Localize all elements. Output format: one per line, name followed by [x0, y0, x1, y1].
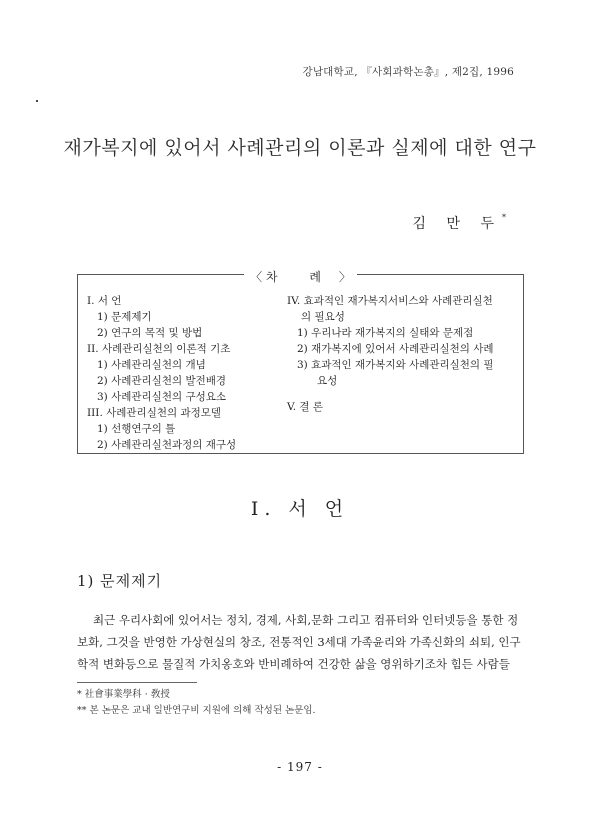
toc-item: 3) 효과적인 재가복지와 사례관리실천의 필 — [297, 359, 494, 371]
section-heading: I. 서 언 — [250, 498, 350, 520]
toc-item: 1) 사례관리실천의 개념 — [97, 359, 206, 371]
journal-reference: 강남대학교, 『사회과학논총』, 제2집, 1996 — [302, 66, 514, 78]
body-line: 최근 우리사회에 있어서는 정치, 경제, 사회,문화 그리고 컴퓨터와 인터넷등을 통한 정 — [93, 613, 519, 627]
toc-item: III. 사례관리실천의 과정모델 — [87, 407, 222, 419]
toc-item: 2) 사례관리실천과정의 재구성 — [97, 439, 237, 451]
author-text: 김 만 두 — [412, 216, 502, 232]
toc-item: 2) 사례관리실천의 발전배경 — [97, 375, 227, 387]
page-number: - 197 - — [277, 760, 323, 774]
author-footnote-mark: * — [502, 213, 506, 223]
toc-item: 1) 선행연구의 틀 — [97, 423, 176, 435]
toc-item: 1) 문제제기 — [97, 311, 152, 323]
paper-title: 재가복지에 있어서 사례관리의 이론과 실제에 대한 연구 — [63, 137, 537, 159]
toc-right-column — [287, 293, 519, 415]
toc-item: 2) 연구의 목적 및 방법 — [97, 327, 203, 339]
body-paragraph — [77, 609, 523, 675]
toc-item: 1) 우리나라 재가복지의 실태와 문제점 — [297, 327, 474, 339]
toc-item: I. 서 언 — [87, 295, 122, 307]
footnotes — [77, 687, 316, 719]
toc-left-column — [87, 293, 287, 453]
footnote: * 社會事業學科 · 敎授 — [77, 689, 170, 700]
toc-item: V. 결 론 — [287, 401, 324, 413]
toc-item-continued: 요성 — [317, 375, 338, 387]
toc-item: 2) 재가복지에 있어서 사례관리실천의 사례 — [297, 343, 494, 355]
table-of-contents — [77, 270, 524, 454]
toc-item: 3) 사례관리실천의 구성요소 — [97, 391, 227, 403]
toc-item: IV. 효과적인 재가복지서비스와 사례관리실천 — [287, 295, 493, 307]
toc-title-wrap — [78, 266, 523, 285]
footnote-divider — [77, 682, 197, 683]
toc-title: 〈 차 례 〉 — [244, 270, 357, 284]
toc-item: II. 사례관리실천의 이론적 기초 — [87, 343, 231, 355]
body-line: 보화, 그것을 반영한 가상현실의 창조, 전통적인 3세대 가족윤리와 가족신화의 쇠퇴, 인구 — [77, 635, 521, 649]
author-name — [413, 213, 506, 233]
footnote: ** 본 논문은 교내 일반연구비 지원에 의해 작성된 논문임. — [77, 705, 316, 716]
subsection-heading: 1) 문제제기 — [77, 572, 163, 590]
scan-speck — [36, 100, 38, 102]
toc-item-continued: 의 필요성 — [301, 311, 345, 323]
body-line: 학적 변화등으로 물질적 가치옹호와 반비례하여 건강한 삶을 영위하기조차 힘든 사람들 — [77, 657, 510, 671]
